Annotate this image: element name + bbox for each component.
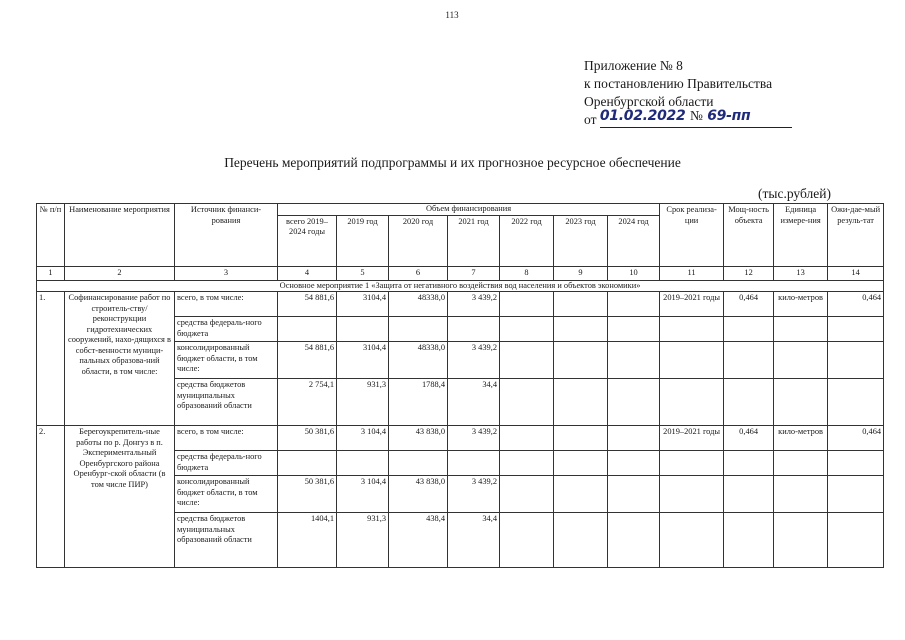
cell-2019 — [337, 317, 389, 342]
col-number: 1 — [37, 267, 65, 281]
handwritten-number: 69-пп — [707, 108, 751, 124]
header-source: Источник финанси-рования — [175, 204, 278, 267]
col-number: 11 — [660, 267, 724, 281]
cell-2020: 48338,0 — [389, 342, 448, 379]
handwritten-date — [600, 107, 750, 125]
cell-2019: 931,3 — [337, 379, 389, 426]
cell-2020: 438,4 — [389, 513, 448, 568]
cell-2021: 3 439,2 — [448, 342, 500, 379]
row-source: средства бюджетов муниципальных образований области — [175, 513, 278, 568]
cell-2020: 1788,4 — [389, 379, 448, 426]
row-source: средства федераль-ного бюджета — [175, 451, 278, 476]
cell-2019: 3104,4 — [337, 292, 389, 317]
table-row — [37, 292, 884, 317]
header-row-1 — [37, 204, 884, 216]
cell-2021: 3 439,2 — [448, 292, 500, 317]
cell-2024 — [608, 426, 660, 451]
header-expected: Ожи-дае-мый резуль-тат — [828, 204, 884, 267]
row-name: Софинансирование работ по строитель-ству/реконструкции гидротехнических сооружений, нахо-дящихся в собст-венности муници-пальных образова-ний области, в том числе: — [65, 292, 175, 426]
header-2022: 2022 год — [500, 215, 554, 267]
header-volume: Объем финансирования — [278, 204, 660, 216]
col-number: 9 — [554, 267, 608, 281]
appendix-date-line — [584, 108, 792, 129]
date-prefix: от — [584, 112, 597, 127]
cell-2023 — [554, 292, 608, 317]
cell-2019: 3104,4 — [337, 342, 389, 379]
cell-unit-measure: кило-метров — [774, 426, 828, 451]
handwritten-date-value: 01.02.2022 — [599, 108, 686, 124]
cell-2019: 3 104,4 — [337, 426, 389, 451]
column-number-row — [37, 267, 884, 281]
cell-2019: 931,3 — [337, 513, 389, 568]
page-number: 113 — [445, 10, 459, 20]
table-row — [37, 426, 884, 451]
cell-2019 — [337, 451, 389, 476]
row-source: консолидированный бюджет области, в том числе: — [175, 476, 278, 513]
cell-total: 54 881,6 — [278, 292, 337, 317]
col-number: 7 — [448, 267, 500, 281]
row-num: 1. — [37, 292, 65, 426]
cell-total — [278, 317, 337, 342]
cell-2021: 34,4 — [448, 513, 500, 568]
cell-2024 — [608, 292, 660, 317]
appendix-block — [584, 57, 792, 129]
cell-total: 1404,1 — [278, 513, 337, 568]
measures-table — [36, 203, 884, 568]
header-2024: 2024 год — [608, 215, 660, 267]
cell-2023 — [554, 426, 608, 451]
cell-term: 2019–2021 годы — [660, 292, 724, 317]
cell-total: 50 381,6 — [278, 476, 337, 513]
header-term: Срок реализа-ции — [660, 204, 724, 267]
row-source: всего, в том числе: — [175, 292, 278, 317]
col-number: 8 — [500, 267, 554, 281]
signature-line — [599, 108, 792, 128]
section-row — [37, 280, 884, 292]
row-name: Берегоукрепитель-ные работы по р. Донгуз в п. Экспериментальный Оренбургского района Оренбург-ской области (в том числе ПИР) — [65, 426, 175, 568]
section-title: Основное мероприятие 1 «Защита от негативного воздействия вод населения и объектов экономики» — [37, 280, 884, 292]
cell-2020 — [389, 317, 448, 342]
cell-expected: 0,464 — [828, 426, 884, 451]
appendix-line-1: Приложение № 8 — [584, 58, 683, 73]
row-source: средства бюджетов муниципальных образований области — [175, 379, 278, 426]
col-number: 13 — [774, 267, 828, 281]
col-number: 4 — [278, 267, 337, 281]
cell-term: 2019–2021 годы — [660, 426, 724, 451]
col-number: 10 — [608, 267, 660, 281]
row-source: консолидированный бюджет области, в том числе: — [175, 342, 278, 379]
cell-total — [278, 451, 337, 476]
cell-2021: 34,4 — [448, 379, 500, 426]
cell-2020: 43 838,0 — [389, 476, 448, 513]
cell-2022 — [500, 292, 554, 317]
cell-total: 50 381,6 — [278, 426, 337, 451]
cell-2021: 3 439,2 — [448, 476, 500, 513]
header-2019: 2019 год — [337, 215, 389, 267]
header-2020: 2020 год — [389, 215, 448, 267]
cell-2021 — [448, 451, 500, 476]
cell-2019: 3 104,4 — [337, 476, 389, 513]
cell-total: 54 881,6 — [278, 342, 337, 379]
col-number: 2 — [65, 267, 175, 281]
row-source: всего, в том числе: — [175, 426, 278, 451]
header-total: всего 2019–2024 годы — [278, 215, 337, 267]
header-capacity: Мощ-ность объекта — [724, 204, 774, 267]
header-2021: 2021 год — [448, 215, 500, 267]
cell-2021 — [448, 317, 500, 342]
appendix-line-3: Оренбургской области — [584, 94, 714, 109]
unit-label: (тыс.рублей) — [758, 186, 831, 201]
row-source: средства федераль-ного бюджета — [175, 317, 278, 342]
header-name: Наименование мероприятия — [65, 204, 175, 267]
cell-capacity: 0,464 — [724, 426, 774, 451]
document-title: Перечень мероприятий подпрограммы и их прогнозное ресурсное обеспечение — [224, 155, 681, 170]
cell-capacity: 0,464 — [724, 292, 774, 317]
header-2023: 2023 год — [554, 215, 608, 267]
header-unit-measure: Единица измере-ния — [774, 204, 828, 267]
cell-2021: 3 439,2 — [448, 426, 500, 451]
cell-total: 2 754,1 — [278, 379, 337, 426]
header-num: № п/п — [37, 204, 65, 267]
cell-2020: 48338,0 — [389, 292, 448, 317]
col-number: 3 — [175, 267, 278, 281]
cell-2022 — [500, 426, 554, 451]
col-number: 14 — [828, 267, 884, 281]
cell-2020 — [389, 451, 448, 476]
cell-2020: 43 838,0 — [389, 426, 448, 451]
col-number: 5 — [337, 267, 389, 281]
row-num: 2. — [37, 426, 65, 568]
number-sign: № — [690, 108, 703, 123]
cell-unit-measure: кило-метров — [774, 292, 828, 317]
col-number: 6 — [389, 267, 448, 281]
col-number: 12 — [724, 267, 774, 281]
appendix-line-2: к постановлению Правительства — [584, 76, 773, 91]
cell-expected: 0,464 — [828, 292, 884, 317]
